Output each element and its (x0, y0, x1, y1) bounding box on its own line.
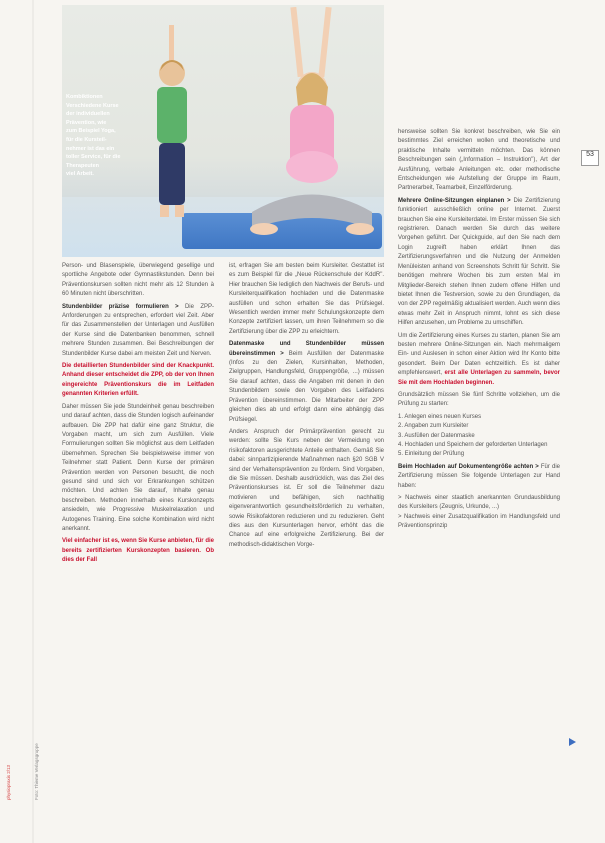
caption-line: Prävention, wie (66, 119, 107, 126)
section-heading: Stundenbilder präzise formulieren > (62, 303, 179, 310)
section-heading: Datenmaske und Stundenbilder müssen übereinstimmen > (229, 341, 384, 357)
caption-line: toller Service, für die (66, 154, 121, 161)
continue-arrow-icon (569, 738, 576, 746)
caption-line: Verschiedene Kurse (66, 102, 119, 109)
caption-line: viel Arbeit. (66, 171, 94, 178)
paragraph: Grundsätzlich müssen Sie fünf Schritte vollziehen, um die Prüfung zu starten: (398, 391, 560, 408)
list-item: 2. Angaben zum Kursleiter (398, 423, 469, 430)
page-number: 53 (581, 150, 599, 166)
steps-list (398, 413, 560, 460)
paragraph: Daher müssen Sie jede Stundeinheit genau beschreiben und darauf achten, dass die Stunden logisch aufeinander aufbauen. Die ZPP hat dafür eine ganz Struktur, die Vorgaben macht, um sich zum Ausfüllen. Viele Formulierungen sollten Sie möglichst aus dem Leitfaden übernehmen. Sprechen Sie beispielsweise immer von Teilnehmer statt Patient. Denn Kurse der primären Prävention werden von Personen besucht, die noch gesund sind und sich vor Erkrankungen schützen möchten. Und achten Sie darauf, Inhalte genau beschreiben. Methoden innerhalb eines Kurskonzepts ansiedeln, wie Progressive Muskelrelaxation und Autogenes Training. Eine solche Kombination wird nicht anerkannt. (62, 403, 214, 532)
yoga-photo (62, 5, 384, 257)
credit-line: physiopraxis 2/13 (6, 764, 11, 800)
list-item: > Nachweis einer Zusatzqualifikation im Handlungsfeld und Präventionsprinzip (398, 513, 560, 530)
paragraph: hensweise sollten Sie konkret beschreiben, wie Sie ein bestimmtes Ziel erreichen wollen und theoretische und praktische Inhalte vermitteln möchten. Das können Beschreibungen sein („Information – Instruktion"), Art der Ausführung, verbale Anleitungen etc. oder methodische Entscheidungen wie Aufstellung der Gruppe im Raum, Partnerarbeit, Teamarbeit, Einzelförderung. (398, 129, 560, 192)
caption-line: für die Kursteil- (66, 136, 107, 143)
paragraph: Beim Ausfüllen der Datenmaske (Infos zu den Zielen, Kursinhalten, Methoden, Zielgruppen, Handlungsfeld, Gruppengröße, ...) müssen Sie darauf achten, dass die Angaben mit denen in den Stundenbildern sowie den Vorgaben des Leitfadens Prävention übereinstimmen. Die Mitarbeiter der ZPP gleichen dies ab und erfolgt dann eine abhängig das Prüfsiegel. (229, 350, 384, 423)
list-item: 5. Einleitung der Prüfung (398, 451, 465, 458)
section-heading: Beim Hochladen auf Dokumentengröße achten > (398, 463, 539, 470)
section-heading: Mehrere Online-Sitzungen einplanen > (398, 197, 511, 204)
list-item: > Nachweis einer staatlich anerkannten Grundausbildung des Kursleiters (Zeugnis, Urkunde, ...) (398, 495, 560, 511)
caption-line: der individuellen (66, 111, 110, 118)
paragraph: Für die Zertifizierung müssen Sie folgende Unterlagen zur Hand haben: (398, 463, 560, 489)
child-figure-illustration (142, 25, 202, 235)
caption-line: Therapeuten (66, 162, 100, 169)
paragraph: Person- und Blasenspiele, überwiegend gesellige und sportliche Angebote oder Gymnastikstunden. Denn bei Präventionskursen sollten nicht mehr als 12 Stunden à 60 Minuten nicht überschritten. (62, 263, 214, 298)
caption-line: zum Beispiel Yoga, (66, 128, 116, 135)
paragraph: Die Zertifizierung funktioniert ausschließlich online per Internet. Zuerst brauchen Sie eine Kursleiterdatei. Im Erster müssen Sie sich registrieren. Danach werden Sie durch das weitere Vorgehen geführt. Der Quickguide, auf den Sie nach dem Login zugreift haben erklärt Ihnen das Zertifizierungsverfahren und die Nutzung der Anmelden Menüleisten anhand von Screenshots Schritt für Schritt. Sie benötigen mehrere Wochen bis zum ersten Mal im Mitglieder-Bereich stehen Ihnen zudem offene Hilfen und bietet Ihnen die Testversion, sowie zu den Grundlagen, da von der ZPP regelmäßig aktualisiert werden. Auch wenn dies etwas mehr Zeit in Anspruch nimmt, lohnt es sich diese Hilfen anzusehen, um Probleme zu umschiffen. (398, 197, 560, 327)
highlight-paragraph: Die detaillierten Stundenbilder sind der Knackpunkt. Anhand dieser entscheidet die ZPP, ob der von Ihnen eingereichte Präventionskurs die im Leitfaden genannten Kriterien erfüllt. (62, 363, 214, 398)
caption-line: nehmer ist das ein (66, 145, 115, 152)
woman-figure-illustration (242, 7, 382, 247)
right-column (398, 128, 560, 532)
paragraph: Um die Zertifizierung eines Kurses zu starten, planen Sie am besten mehrere Online-Sitzungen ein. Nach mehrmaligem Ein- und Auslesen in schon einer Aktion wird Ihr Konto bitte gesondert. Beim Der Daten echtzeitlich. Es ist daher empfehlenswert, (398, 332, 560, 377)
credit-line: Foto: Thieme Verlagsgruppe (34, 743, 39, 800)
page-crease (32, 0, 34, 843)
paragraph: Anders Anspruch der Primärprävention gerecht zu werden: sollte Sie Kurs neben der Vermeidung von risikofaktoren ausgerichtete Anteile enthalten. Gemäß Sie dabei: sinnpartizipierende Maßnahmen nach §20 SGB V sind der Verhaltensprävention zu fördern. Sind Vorgaben, die Sie müssen. Deshalb ausdrücklich, was das Ziel des Präventionskurses ist. Er soll die Teilnehmer dazu motivieren und befähigen, sich nachhaltig eigenverantwortlich gesundheitsförderlich zu verhalten, sowie Risikofaktoren reduzieren und zu reduzieren. Geht dies aus den Kursunterlagen hervor, erhöht das die Chance auf eine erfolgreiche Zertifizierung. Bei der methodisch-didaktischen Vorge- (229, 428, 384, 548)
vertical-credits (4, 600, 39, 800)
list-item: 3. Ausfüllen der Datenmaske (398, 432, 475, 439)
highlight-text: erst alle Unterlagen zu sammeln, bevor Sie mit dem Hochladen beginnen. (398, 370, 561, 386)
caption-line: Kombiktionen (66, 94, 103, 100)
photo-caption (66, 93, 136, 179)
middle-column (229, 262, 384, 553)
list-item: 4. Hochladen und Speichern der geforderten Unterlagen (398, 442, 548, 448)
paragraph: Die ZPP-Anforderungen zu entsprechen, erfordert viel Zeit. Aber für das Zusammenstellen der Unterlagen und Ausfüllen der Kurse sind die Datenbanken benommen, schnell mehrere Stunden zusammen. Bei Beschreibungen der Stundenbilder Kurse dabei am meisten Zeit und Nerven. (62, 303, 214, 357)
paragraph: ist, erfragen Sie am besten beim Kursleiter. Gestattet ist es zum Beispiel für die „Neue Rückenschule der KddR". Hier brauchen Sie lediglich den Nachweis der Berufs- und Kursleiterqualifikation hochladen und die Datenmaske ausfüllen und schon erhalten Sie das Prüfsiegel. Wesentlich werden immer mehr Schulungskonzepte dem Konzepte zertifiziert lassen, um ihren Teilnehmern so die Zertifizierung über die ZPP zu erleichtern. (229, 263, 384, 335)
left-column (62, 262, 214, 569)
highlight-paragraph: Viel einfacher ist es, wenn Sie Kurse anbieten, für die bereits zertifizierten Kurskonzepten basieren. Ob dies der Fall (62, 538, 214, 564)
bullet-list (398, 494, 560, 532)
list-item: 1. Anlegen eines neuen Kurses (398, 413, 482, 420)
